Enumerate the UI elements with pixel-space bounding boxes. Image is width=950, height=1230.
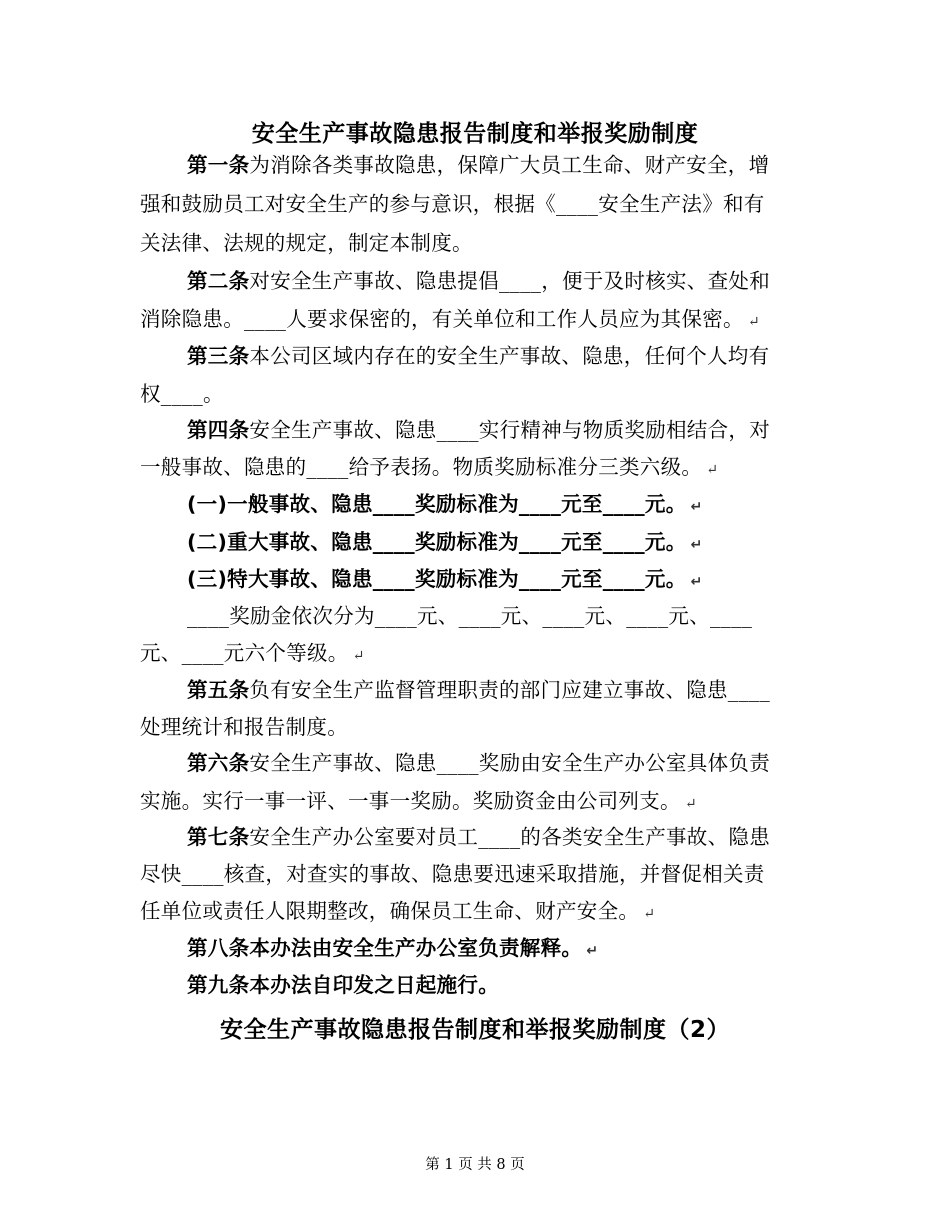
article-3-line-1 [187, 342, 820, 370]
article-7-line-3 [140, 897, 820, 928]
document-title: 安全生产事故隐患报告制度和举报奖励制度 [251, 121, 699, 147]
article-5-line-1 [187, 676, 820, 704]
paragraph-mark: ↵ [352, 648, 365, 664]
article-1-line-1 [187, 151, 820, 179]
paragraph-mark: ↵ [747, 314, 760, 330]
article-3-heading: 第三条 [187, 344, 250, 368]
article-4-text: 安全生产事故、隐患____实行精神与物质奖励相结合，对 [249, 418, 771, 442]
document-title-2: 安全生产事故隐患报告制度和举报奖励制度（2） [219, 1017, 730, 1043]
standard-severe [187, 565, 820, 596]
grades-line-2 [140, 639, 820, 670]
article-7-text: 安全生产办公室要对员工____的各类安全生产事故、隐患 [249, 825, 771, 849]
article-6-text: 安全生产事故、隐患____奖励由安全生产办公室具体负责 [249, 751, 771, 775]
article-7-line-2: 尽快____核查，对查实的事故、隐患要迅速采取措施，并督促相关责 [140, 862, 765, 886]
article-5-text: 负有安全生产监督管理职责的部门应建立事故、隐患____ [249, 678, 771, 702]
article-7-text-3: 任单位或责任人限期整改，确保员工生命、财产安全。 [140, 899, 640, 923]
article-6-heading: 第六条 [187, 751, 250, 775]
article-8 [187, 934, 820, 965]
article-4-text-2: 一般事故、隐患的____给予表扬。物质奖励标准分三类六级。 [140, 455, 703, 479]
paragraph-mark: ↵ [643, 906, 656, 922]
standard-major-text: (二)重大事故、隐患____奖励标准为____元至____元。 [187, 530, 687, 554]
article-3-text: 本公司区域内存在的安全生产事故、隐患，任何个人均有 [249, 344, 770, 368]
article-1-text: 为消除各类事故隐患，保障广大员工生命、财产安全，增 [249, 153, 770, 177]
paragraph-mark: ↵ [690, 499, 703, 515]
article-5-line-2: 处理统计和报告制度。 [140, 715, 348, 739]
page-footer: 第 1 页 共 8 页 [425, 1157, 525, 1173]
article-6-line-1 [187, 749, 820, 777]
article-2-text: 对安全生产事故、隐患提倡____，便于及时核实、查处和 [249, 269, 771, 293]
article-4-line-2 [140, 453, 820, 484]
paragraph-mark: ↵ [690, 574, 703, 590]
article-1-heading: 第一条 [187, 153, 250, 177]
standard-major [187, 528, 820, 559]
article-7-heading: 第七条 [187, 825, 250, 849]
paragraph-mark: ↵ [684, 796, 697, 812]
article-4-line-1 [187, 416, 820, 444]
article-5-heading: 第五条 [187, 678, 250, 702]
grades-text-2: 元、____元六个等级。 [140, 641, 349, 665]
standard-general [187, 490, 820, 521]
article-3-line-2: 权____。 [140, 382, 224, 406]
article-9: 第九条本办法自印发之日起施行。 [187, 973, 499, 997]
article-2-text-2: 消除隐患。____人要求保密的，有关单位和工作人员应为其保密。 [140, 307, 744, 331]
standard-general-text: (一)一般事故、隐患____奖励标准为____元至____元。 [187, 492, 687, 516]
paragraph-mark: ↵ [586, 943, 599, 959]
article-2-line-2 [140, 305, 820, 336]
article-6-text-2: 实施。实行一事一评、一事一奖励。奖励资金由公司列支。 [140, 789, 681, 813]
article-4-heading: 第四条 [187, 418, 250, 442]
article-6-line-2 [140, 787, 820, 818]
article-1-line-2: 强和鼓励员工对安全生产的参与意识，根据《____安全生产法》和有 [140, 192, 765, 216]
article-7-line-1 [187, 823, 820, 851]
grades-line-1: ____奖励金依次分为____元、____元、____元、____元、____ [187, 604, 753, 628]
article-8-text: 第八条本办法由安全生产办公室负责解释。 [187, 936, 583, 960]
article-1-line-3: 关法律、法规的规定，制定本制度。 [140, 231, 473, 255]
paragraph-mark: ↵ [706, 462, 719, 478]
article-2-heading: 第二条 [187, 269, 250, 293]
paragraph-mark: ↵ [690, 537, 703, 553]
standard-severe-text: (三)特大事故、隐患____奖励标准为____元至____元。 [187, 567, 687, 591]
article-2-line-1 [187, 267, 820, 295]
